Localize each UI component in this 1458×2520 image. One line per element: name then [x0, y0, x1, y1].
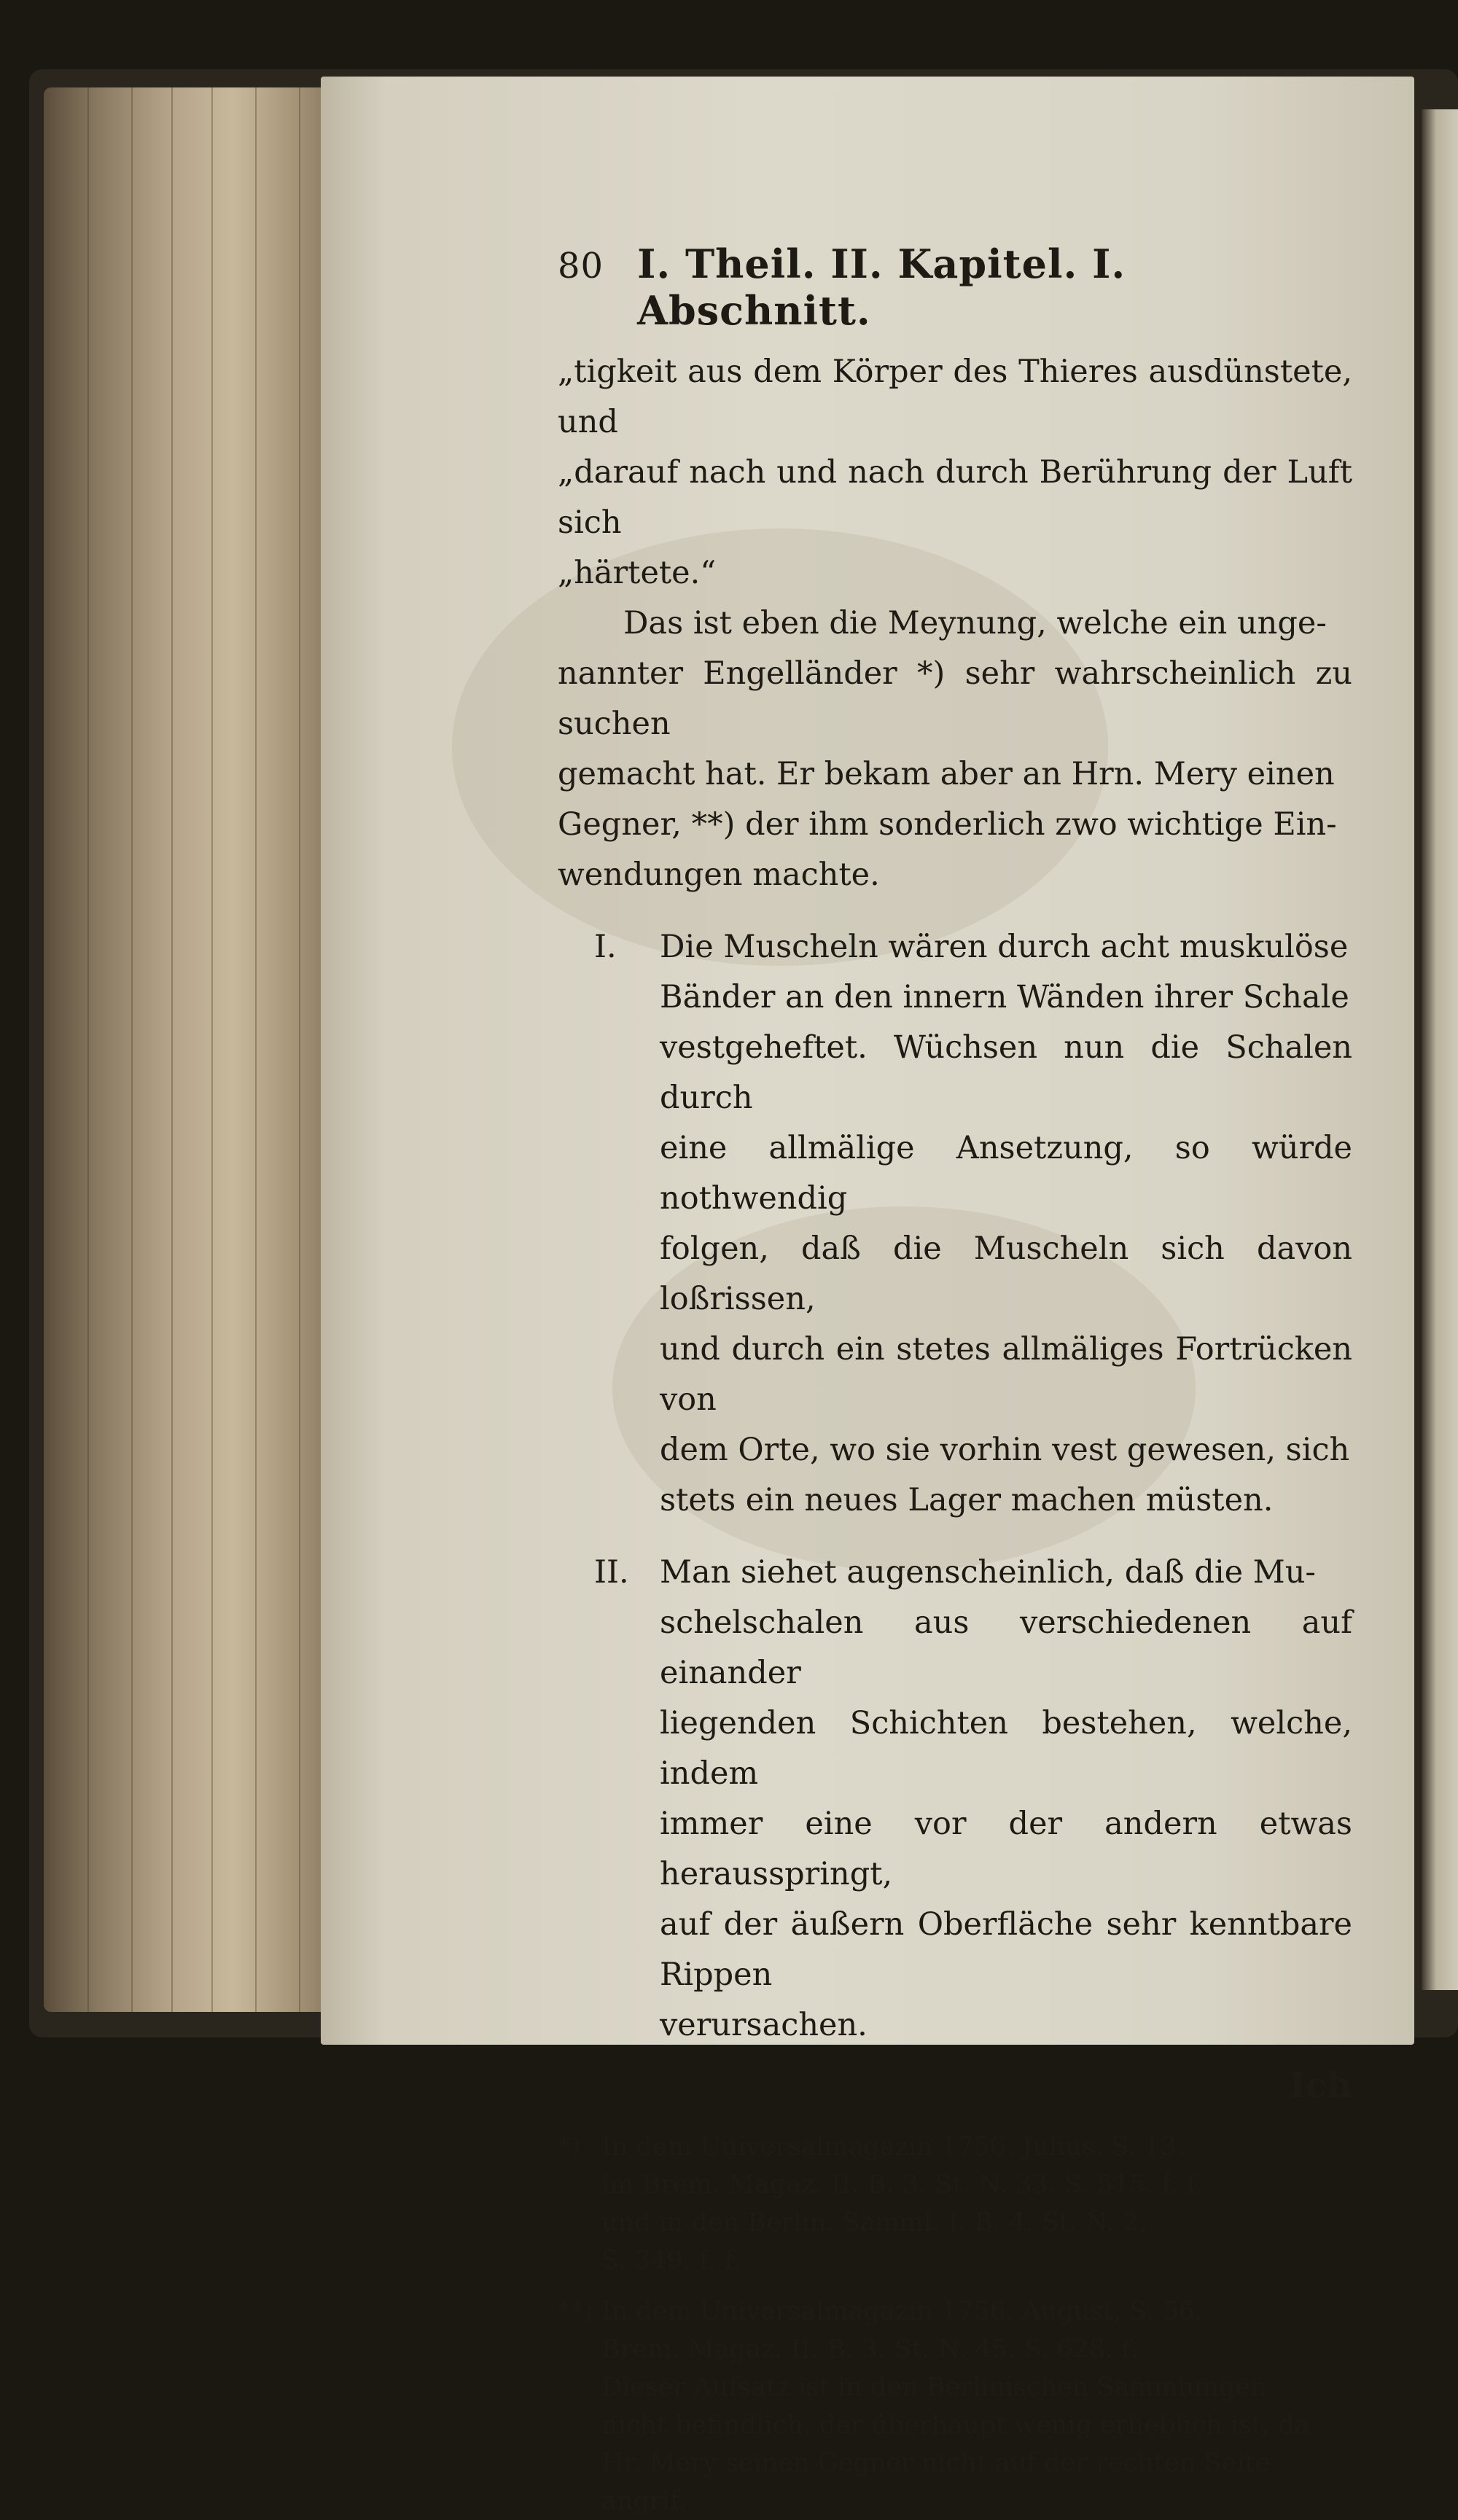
footnote: [558, 2293, 1352, 2520]
text-line: „tigkeit aus dem Körper des Thieres ausdünstete, und: [558, 354, 1352, 440]
text-line: Man siehet augenscheinlich, daß die Mu-: [660, 1554, 1316, 1591]
footnote-mark: *): [558, 2132, 581, 2161]
text-line: Die Muscheln wären durch acht muskulöse: [660, 929, 1349, 965]
footnote-line: Dieser Aufsatz ist in den Berlinischen Sammlungen: [601, 2373, 1267, 2402]
item-number: I.: [594, 929, 617, 965]
text-line: eine allmälige Ansetzung, so würde nothwendig: [660, 1130, 1352, 1217]
page-edges: [44, 87, 350, 2012]
text-line: auf der äußern Oberfläche sehr kenntbare Rippen: [660, 1906, 1352, 1993]
text-line: Gegner, **) der ihm sonderlich zwo wichtige Ein-: [558, 806, 1337, 843]
next-page-edge: [1422, 109, 1458, 1990]
text-line: folgen, daß die Muscheln sich davon loßrissen,: [660, 1230, 1352, 1317]
footnote-line: nicht befindlich, der überhaupt wenig erheblich ist, da: [601, 2411, 1310, 2440]
text-line: immer eine vor der andern etwas herausspringt,: [660, 1806, 1352, 1892]
quote-end-paragraph: [558, 347, 1352, 598]
text-line: Das ist eben die Meynung, welche ein unge-: [623, 605, 1327, 641]
footnote-line: Brem. Magaz. II. B. 3. St. N. 45. S. 628. f.: [601, 2335, 1139, 2364]
text-line: und durch ein stetes allmäliges Fortrücken von: [660, 1331, 1352, 1418]
footnote-line: Hr. Mery seinen Gegner nicht auf der rechten Seite: [601, 2449, 1271, 2478]
footnotes: [558, 2128, 1352, 2520]
running-head: [558, 241, 1352, 334]
text-line: gemacht hat. Er bekam aber an Hrn. Mery einen: [558, 756, 1335, 792]
page-number: 80: [558, 246, 604, 286]
text-line: vestgeheftet. Wüchsen nun die Schalen durch: [660, 1029, 1352, 1116]
footnote-line: S. 349. f. f.: [601, 2246, 741, 2275]
text-line: nannter Engelländer *) sehr wahrscheinlich zu suchen: [558, 655, 1352, 742]
text-line: verursachen.: [660, 2007, 868, 2043]
footnote-line: angrif.: [601, 2486, 687, 2516]
text-line: stets ein neues Lager machen müsten.: [660, 1482, 1274, 1518]
text-line: schelschalen aus verschiedenen auf einander: [660, 1604, 1352, 1691]
text-line: Bänder an den innern Wänden ihrer Schale: [660, 979, 1349, 1015]
footnote-mark: **): [558, 2297, 593, 2326]
footnote-line: im Brem. Magaz. II. B. 3. St. N. 33. S. 515. f. f.: [601, 2170, 1204, 2199]
text-line: „darauf nach und nach durch Berührung der Luft sich: [558, 454, 1352, 541]
list-item: [558, 922, 1352, 1526]
running-title: I. Theil. II. Kapitel. I. Abschnitt.: [637, 241, 1126, 334]
footnote-line: In dem Universalmagazin 1756. Julius. S. 13.: [601, 2132, 1185, 2161]
page-content: [558, 241, 1352, 2520]
catchword: Ich: [1289, 2065, 1352, 2106]
footnote: [558, 2128, 1352, 2279]
text-line: liegenden Schichten bestehen, welche, indem: [660, 1705, 1352, 1792]
footnote-line: und in den Berlin. Samml. I. B. 4. St. N. 2,: [601, 2208, 1147, 2237]
text-line: dem Orte, wo sie vorhin vest gewesen, sich: [660, 1432, 1350, 1468]
main-paragraph: [558, 598, 1352, 900]
footnote-line: In dem Universalmagazin 1756. August, S. 56.: [601, 2297, 1204, 2326]
text-line: „härtete.“: [558, 555, 717, 591]
item-number: II.: [594, 1554, 629, 1591]
text-line: wendungen machte.: [558, 857, 880, 893]
list-item: [558, 1548, 1352, 2051]
